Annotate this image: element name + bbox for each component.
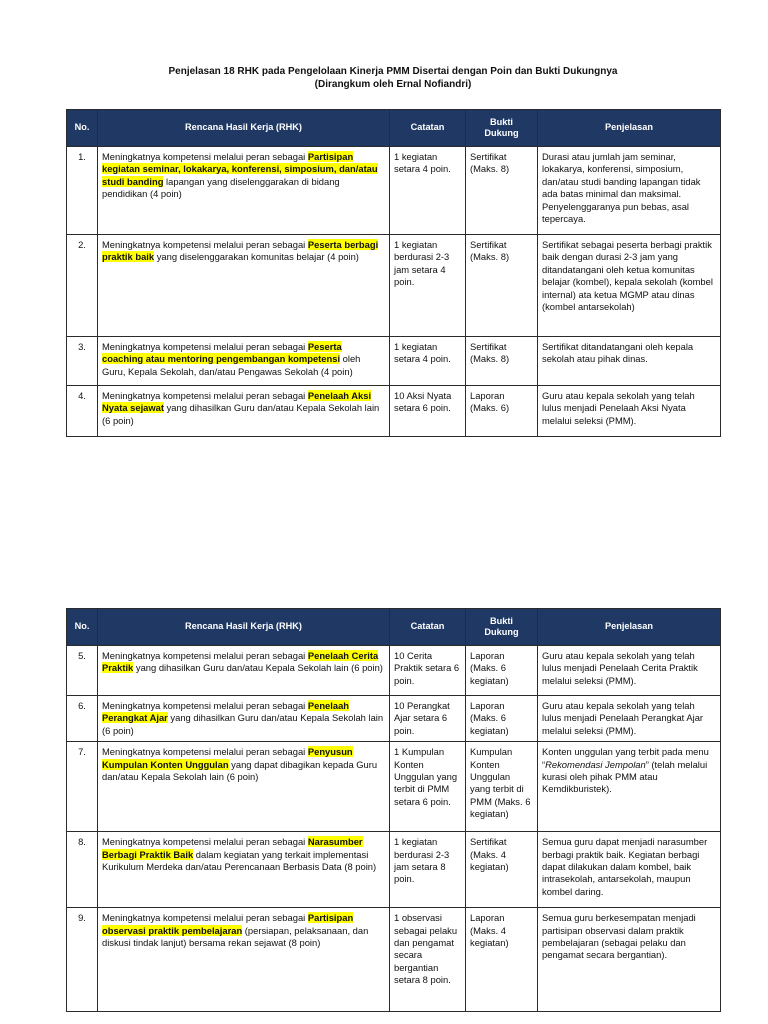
document-title bbox=[66, 65, 720, 91]
header-penjelasan: Penjelasan bbox=[538, 609, 721, 646]
header-catatan: Catatan bbox=[390, 609, 466, 646]
bukti-cell: Sertifikat (Maks. 4 kegiatan) bbox=[466, 832, 538, 908]
catatan-cell: 1 observasi sebagai pelaku dan pengamat secara bergantian setara 8 poin. bbox=[390, 908, 466, 1012]
table-row bbox=[67, 908, 721, 1012]
rhk-highlight: Penelaah Cerita Praktik bbox=[102, 650, 379, 674]
bukti-cell: Laporan (Maks. 6 kegiatan) bbox=[466, 696, 538, 742]
catatan-cell: 1 Kumpulan Konten Unggulan yang terbit di PMM setara 6 poin. bbox=[390, 742, 466, 832]
bukti-cell: Kumpulan Konten Unggulan yang terbit di PMM (Maks. 6 kegiatan) bbox=[466, 742, 538, 832]
bukti-cell: Laporan (Maks. 4 kegiatan) bbox=[466, 908, 538, 1012]
row-number: 6. bbox=[67, 696, 98, 742]
table-row bbox=[67, 337, 721, 386]
catatan-cell: 1 kegiatan berdurasi 2-3 jam setara 4 poin. bbox=[390, 235, 466, 337]
header-no: No. bbox=[67, 609, 98, 646]
table-row bbox=[67, 646, 721, 696]
header-catatan: Catatan bbox=[390, 110, 466, 147]
table-row bbox=[67, 235, 721, 337]
penjelasan-cell: Semua guru dapat menjadi narasumber berbagi praktik baik. Kegiatan berbagi dapat dilakukan dalam kombel, baik intrasekolah, antarsekolah, maupun kombel daring. bbox=[538, 832, 721, 908]
table-row bbox=[67, 386, 721, 437]
rhk-cell: Meningkatnya kompetensi melalui peran sebagai Penelaah Aksi Nyata sejawat yang dihasilkan Guru dan/atau Kepala Sekolah lain (6 poin) bbox=[98, 386, 390, 437]
row-number: 8. bbox=[67, 832, 98, 908]
row-number: 1. bbox=[67, 147, 98, 235]
catatan-cell: 1 kegiatan setara 4 poin. bbox=[390, 337, 466, 386]
penjelasan-cell: Sertifikat sebagai peserta berbagi praktik baik dengan durasi 2-3 jam yang ditandatangani oleh ketua komunitas belajar (kombel), kepala sekolah (kombel internal) ata ketua MGMP atau dinas (kombel antarsekolah) bbox=[538, 235, 721, 337]
header-penjelasan: Penjelasan bbox=[538, 110, 721, 147]
row-number: 5. bbox=[67, 646, 98, 696]
rhk-cell: Meningkatnya kompetensi melalui peran sebagai Penyusun Kumpulan Konten Unggulan yang dapat dibagikan kepada Guru dan/atau Kepala Sekolah lain (6 poin) bbox=[98, 742, 390, 832]
bukti-cell: Sertifikat (Maks. 8) bbox=[466, 147, 538, 235]
table-row bbox=[67, 742, 721, 832]
rhk-cell: Meningkatnya kompetensi melalui peran sebagai Penelaah Cerita Praktik yang dihasilkan Guru dan/atau Kepala Sekolah lain (6 poin) bbox=[98, 646, 390, 696]
rhk-highlight: Peserta berbagi praktik baik bbox=[102, 239, 379, 263]
rhk-cell: Meningkatnya kompetensi melalui peran sebagai Partisipan kegiatan seminar, lokakarya, konferensi, simposium, dan/atau studi banding lapangan yang diselenggarakan di bidang pendidikan (4 poin) bbox=[98, 147, 390, 235]
title-line-2: (Dirangkum oleh Ernal Nofiandri) bbox=[314, 79, 472, 90]
rhk-table-1 bbox=[66, 109, 721, 437]
table-header-row bbox=[67, 609, 721, 646]
catatan-cell: 10 Perangkat Ajar setara 6 poin. bbox=[390, 696, 466, 742]
rhk-highlight: Penelaah Perangkat Ajar bbox=[102, 700, 350, 724]
rhk-table-2 bbox=[66, 608, 721, 1012]
penjelasan-cell: Guru atau kepala sekolah yang telah lulus menjadi Penelaah Cerita Praktik melalui seleksi (PMM). bbox=[538, 646, 721, 696]
penjelasan-cell: Sertifikat ditandatangani oleh kepala sekolah atau pihak dinas. bbox=[538, 337, 721, 386]
catatan-cell: 10 Cerita Praktik setara 6 poin. bbox=[390, 646, 466, 696]
table-header-row bbox=[67, 110, 721, 147]
bukti-cell: Sertifikat (Maks. 8) bbox=[466, 337, 538, 386]
table-row bbox=[67, 696, 721, 742]
row-number: 9. bbox=[67, 908, 98, 1012]
rhk-cell: Meningkatnya kompetensi melalui peran sebagai Peserta berbagi praktik baik yang diselenggarakan komunitas belajar (4 poin) bbox=[98, 235, 390, 337]
table-row bbox=[67, 832, 721, 908]
header-bukti-dukung: Bukti Dukung bbox=[466, 609, 538, 646]
bukti-cell: Laporan (Maks. 6 kegiatan) bbox=[466, 646, 538, 696]
rhk-highlight: Penyusun Kumpulan Konten Unggulan bbox=[102, 746, 353, 770]
penjelasan-cell: Durasi atau jumlah jam seminar, lokakarya, konferensi, simposium, dan/atau studi banding lapangan tidak ada batas minimal dan maksimal. Penyelenggaranya pun bebas, asal tepercaya. bbox=[538, 147, 721, 235]
bukti-cell: Sertifikat (Maks. 8) bbox=[466, 235, 538, 337]
rhk-cell: Meningkatnya kompetensi melalui peran sebagai Peserta coaching atau mentoring pengembangan kompetensi oleh Guru, Kepala Sekolah, dan/atau Pengawas Sekolah (4 poin) bbox=[98, 337, 390, 386]
header-rhk: Rencana Hasil Kerja (RHK) bbox=[98, 110, 390, 147]
row-number: 7. bbox=[67, 742, 98, 832]
rhk-cell: Meningkatnya kompetensi melalui peran sebagai Penelaah Perangkat Ajar yang dihasilkan Guru dan/atau Kepala Sekolah lain (6 poin) bbox=[98, 696, 390, 742]
row-number: 3. bbox=[67, 337, 98, 386]
rhk-highlight: Peserta coaching atau mentoring pengembangan kompetensi bbox=[102, 341, 342, 365]
catatan-cell: 10 Aksi Nyata setara 6 poin. bbox=[390, 386, 466, 437]
rhk-cell: Meningkatnya kompetensi melalui peran sebagai Narasumber Berbagi Praktik Baik dalam kegiatan yang terkait implementasi Kurikulum Merdeka dan/atau Perencanaan Berbasis Data (8 poin) bbox=[98, 832, 390, 908]
rhk-highlight: Narasumber Berbagi Praktik Baik bbox=[102, 836, 363, 860]
penjelasan-cell: Guru atau kepala sekolah yang telah lulus menjadi Penelaah Perangkat Ajar melalui seleksi (PMM). bbox=[538, 696, 721, 742]
menu-name: Rekomendasi Jempolan bbox=[545, 758, 646, 770]
catatan-cell: 1 kegiatan setara 4 poin. bbox=[390, 147, 466, 235]
header-bukti-dukung: Bukti Dukung bbox=[466, 110, 538, 147]
header-no: No. bbox=[67, 110, 98, 147]
rhk-highlight: Penelaah Aksi Nyata sejawat bbox=[102, 390, 372, 414]
header-rhk: Rencana Hasil Kerja (RHK) bbox=[98, 609, 390, 646]
row-number: 2. bbox=[67, 235, 98, 337]
row-number: 4. bbox=[67, 386, 98, 437]
penjelasan-cell: Konten unggulan yang terbit pada menu “Rekomendasi Jempolan” (telah melalui kurasi oleh pihak PMM atau Kemdikburistek). bbox=[538, 742, 721, 832]
catatan-cell: 1 kegiatan berdurasi 2-3 jam setara 8 poin. bbox=[390, 832, 466, 908]
penjelasan-cell: Semua guru berkesempatan menjadi partisipan observasi dalam praktik pembelajaran (sebagai pelaku dan pengamat secara bergantian). bbox=[538, 908, 721, 1012]
bukti-cell: Laporan (Maks. 6) bbox=[466, 386, 538, 437]
penjelasan-cell: Guru atau kepala sekolah yang telah lulus menjadi Penelaah Aksi Nyata melalui seleksi (PMM). bbox=[538, 386, 721, 437]
title-line-1: Penjelasan 18 RHK pada Pengelolaan Kinerja PMM Disertai dengan Poin dan Bukti Dukungnya bbox=[168, 66, 618, 77]
rhk-cell: Meningkatnya kompetensi melalui peran sebagai Partisipan observasi praktik pembelajaran (persiapan, pelaksanaan, dan diskusi tindak lanjut) bersama rekan sejawat (8 poin) bbox=[98, 908, 390, 1012]
table-row bbox=[67, 147, 721, 235]
rhk-highlight: Partisipan kegiatan seminar, lokakarya, konferensi, simposium, dan/atau studi banding bbox=[102, 151, 378, 187]
rhk-highlight: Partisipan observasi praktik pembelajaran bbox=[102, 912, 354, 936]
